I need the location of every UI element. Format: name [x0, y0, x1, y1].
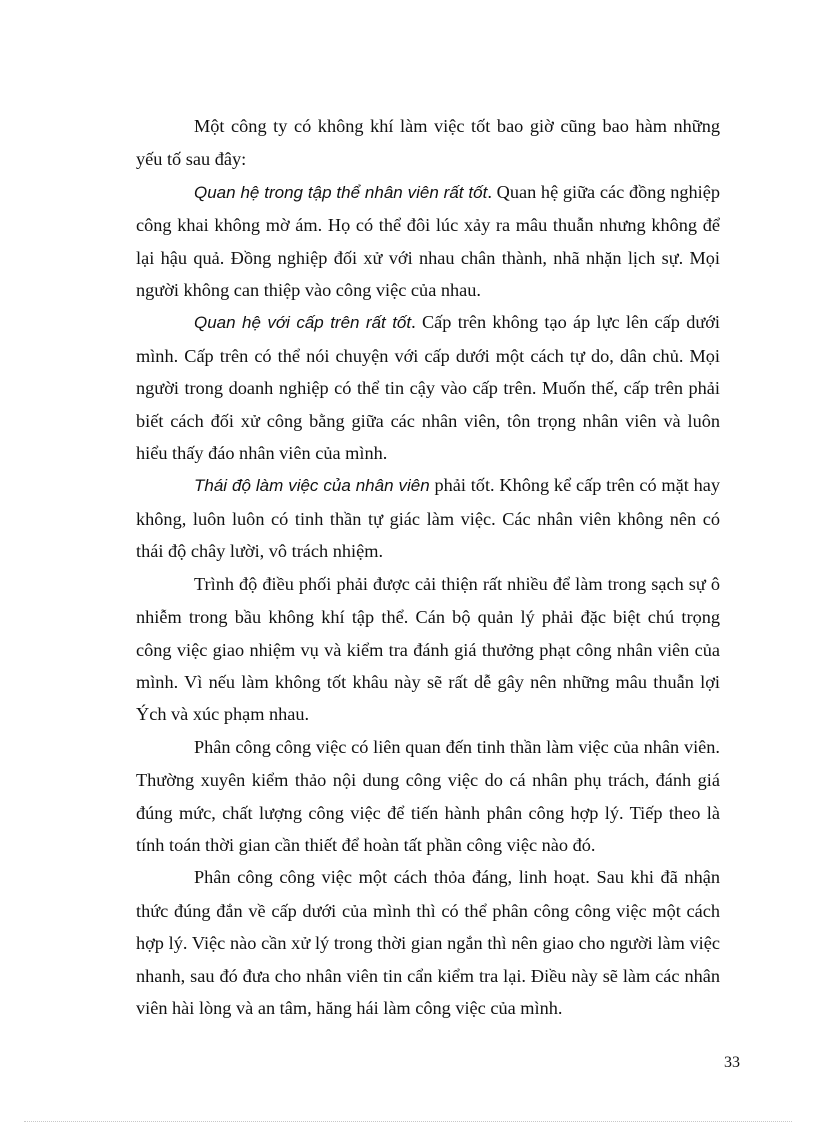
- paragraph-3-lead: Quan hệ với cấp trên rất tốt: [194, 313, 412, 333]
- paragraph-7-text: Phân công công việc một cách thỏa đáng, linh hoạt. Sau khi đã nhận thức đúng đắn về cấp dưới của mình thì có thể phân công công việc một cách hợp lý. Việc nào cần xử lý trong thời gian ngắn thì nên giao cho người làm việc nhanh, sau đó đưa cho nhân viên tin cẩn kiểm tra lại. Điều này sẽ làm các nhân viên hài lòng và an tâm, hăng hái làm công việc của mình.: [136, 867, 720, 1018]
- paragraph-5-text: Trình độ điều phối phải được cải thiện rất nhiều để làm trong sạch sự ô nhiễm trong bầu không khí tập thể. Cán bộ quản lý phải đặc biệt chú trọng công việc giao nhiệm vụ và kiểm tra đánh giá thưởng phạt công nhân viên của mình. Vì nếu làm không tốt khâu này sẽ rất dễ gây nên những mâu thuẫn lợi Ých và xúc phạm nhau.: [136, 573, 720, 725]
- paragraph-3: [136, 306, 720, 469]
- paragraph-2: [136, 176, 720, 307]
- paragraph-5: [136, 568, 720, 731]
- paragraph-7: [136, 861, 720, 1024]
- paragraph-3-text: . Cấp trên không tạo áp lực lên cấp dưới mình. Cấp trên có thể nói chuyện với cấp dưới một cách tự do, dân chủ. Mọi người trong doanh nghiệp có thể tin cậy vào cấp trên. Muốn thế, cấp trên phải biết cách đối xử công bằng giữa các nhân viên, tôn trọng nhân viên và luôn hiểu thấy đáo nhân viên của mình.: [136, 312, 720, 464]
- page-number: 33: [724, 1054, 740, 1071]
- paragraph-2-lead: Quan hệ trong tập thể nhân viên rất tốt: [194, 182, 488, 202]
- page-bottom-divider: [24, 1121, 792, 1122]
- paragraph-6: [136, 731, 720, 862]
- paragraph-6-text: Phân công công việc có liên quan đến tinh thần làm việc của nhân viên. Thường xuyên kiểm thảo nội dung công việc do cá nhân phụ trách, đánh giá đúng mức, chất lượng công việc để tiến hành phân công hợp lý. Tiếp theo là tính toán thời gian cần thiết để hoàn tất phần công việc nào đó.: [136, 736, 720, 855]
- paragraph-1-text: Một công ty có không khí làm việc tốt bao giờ cũng bao hàm những yếu tố sau đây:: [136, 116, 720, 170]
- paragraph-4-lead: Thái độ làm việc của nhân viên: [194, 476, 430, 496]
- paragraph-1: [136, 110, 720, 176]
- paragraph-4: [136, 469, 720, 567]
- body-text: [136, 110, 720, 1024]
- paragraph-2-text: . Quan hệ giữa các đồng nghiệp công khai không mờ ám. Họ có thể đôi lúc xảy ra mâu thuẫn nhưng không để lại hậu quả. Đồng nghiệp đối xử với nhau chân thành, nhã nhặn lịch sự. Mọi người không can thiệp vào công việc của nhau.: [136, 181, 721, 301]
- paragraph-4-text: phải tốt. Không kể cấp trên có mặt hay không, luôn luôn có tinh thần tự giác làm việc. Các nhân viên không nên có thái độ chây lười, vô trách nhiệm.: [136, 475, 720, 562]
